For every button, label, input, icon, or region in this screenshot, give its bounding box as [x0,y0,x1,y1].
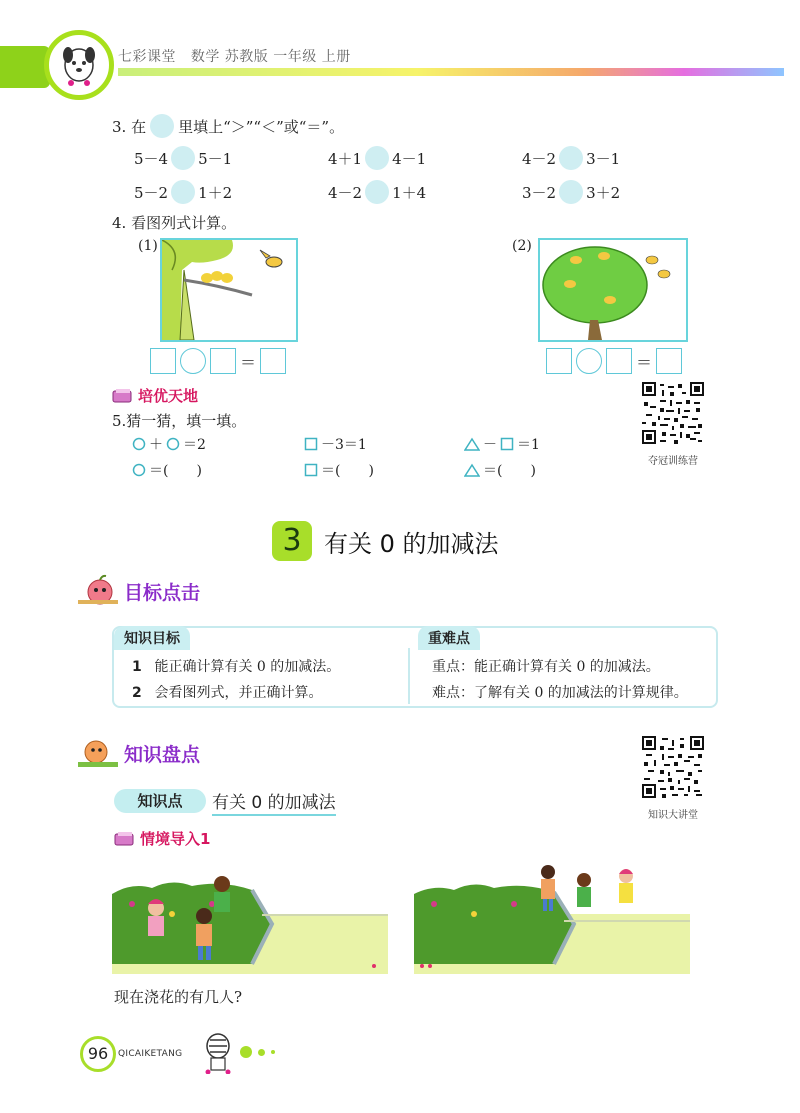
answer-square[interactable] [260,348,286,374]
qr-lecture-label: 知识大讲堂 [648,810,698,821]
puzzle-1-line2 [132,460,202,480]
book-icon [112,388,134,404]
q3-item [522,146,620,170]
expr-right: 3＋2 [586,183,621,202]
result: ＝1 [517,437,540,453]
scene-title: 情境导入1 [140,830,211,848]
lesson-title: 有关 0 的加减法 [324,530,499,558]
dog-mascot-logo [44,30,114,100]
answer-circle[interactable] [365,146,389,170]
expr-right: 1＋2 [198,183,233,202]
page-number: 96 [80,1036,116,1072]
expr-left: 4＋1 [328,149,363,168]
expr-left: 5－2 [134,183,169,202]
operator-circle[interactable] [576,348,602,374]
expr-left: 5－4 [134,149,169,168]
q3-prefix: 3. 在 [112,117,147,136]
header-rainbow-bar [118,68,784,76]
answer-square[interactable] [656,348,682,374]
answer-circle[interactable] [171,180,195,204]
inventory-heading [76,736,200,770]
blank-circle [150,114,174,138]
tab-key-points: 重难点 [418,626,480,650]
q4-part1-label: (1) [138,238,158,254]
goals-divider [408,648,410,704]
q3-item [134,146,232,170]
puzzle-2-line1 [304,434,367,454]
expr-left: 4－2 [328,183,363,202]
answer-square[interactable] [606,348,632,374]
goal-number: 1 [132,659,142,675]
book-icon [114,831,136,847]
tab-knowledge-goals: 知识目标 [114,626,190,650]
key-point: 重点：能正确计算有关 0 的加减法。 [432,659,660,675]
answer-circle[interactable] [559,146,583,170]
puzzle-3-line1 [464,434,540,454]
answer-square[interactable] [546,348,572,374]
dot-small [271,1050,275,1054]
apple-book-icon [76,736,120,770]
dog-mascot-icon [49,35,109,95]
expr-right: 1＋4 [392,183,427,202]
goal-number: 2 [132,685,142,701]
circle-symbol-icon [132,463,146,477]
difficult-point: 难点：了解有关 0 的加减法的计算规律。 [432,685,688,701]
goal-text: 能正确计算有关 0 的加减法。 [154,659,341,675]
header-subject: 数学 苏教版 一年级 上册 [190,49,351,65]
q3-item [328,180,426,204]
square-symbol-icon [304,437,318,451]
answer-circle[interactable] [559,180,583,204]
goal-item [132,656,340,676]
boost-title: 培优天地 [138,387,199,405]
q4-part1-equation [150,348,286,374]
q3-suffix: 里填上“＞”“＜”或“＝”。 [178,117,345,136]
square-symbol-icon [500,437,514,451]
header-title [118,46,351,66]
puzzle-3-line2 [464,460,536,480]
qr-training-label: 夺冠训练营 [648,456,698,467]
goal-item [132,682,322,702]
tree-birds-picture [160,238,298,342]
q5-title: 5.猜一猜，填一填。 [112,412,247,430]
goals-heading [76,574,200,608]
dot-medium [258,1049,265,1056]
q4-part2-label: (2) [512,238,532,254]
answer-blank[interactable]: ＝( ) [149,463,202,479]
lesson-number-badge: 3 [272,521,312,561]
answer-square[interactable] [150,348,176,374]
q4-title: 4. 看图列式计算。 [112,214,237,232]
goals-title: 目标点击 [124,581,201,604]
expr-left: 3－2 [522,183,557,202]
footer-dots [240,1046,275,1058]
expr-right: 3－1 [586,149,621,168]
answer-blank[interactable]: ＝( ) [321,463,374,479]
puzzle-1-line1 [132,434,206,454]
answer-blank[interactable]: ＝( ) [483,463,536,479]
q3-item [134,180,232,204]
scene-heading [114,828,210,849]
result: ＝2 [183,437,206,453]
qr-code-lecture[interactable] [642,736,704,798]
footer-brand: QICAIKETANG [118,1049,183,1059]
scene-question: 现在浇花的有几人? [114,988,243,1006]
equals-sign: ＝ [636,352,653,372]
operator: ＋ [149,437,163,453]
boost-heading [112,385,198,406]
operator-circle[interactable] [180,348,206,374]
bushy-tree-birds-picture [538,238,688,342]
zebra-mascot-icon [198,1030,238,1078]
circle-symbol-icon [166,437,180,451]
garden-scene-before [112,854,388,974]
q3-title [112,114,344,138]
q3-item [328,146,426,170]
equals-sign: ＝ [240,352,257,372]
operator: － [483,437,497,453]
puzzle-2-line2 [304,460,374,480]
expr-left: 4－2 [522,149,557,168]
qr-code-training[interactable] [642,382,704,444]
circle-symbol-icon [132,437,146,451]
knowledge-point-topic: 有关 0 的加减法 [212,788,336,816]
q4-part2-equation [546,348,682,374]
expr-right: 5－1 [198,149,233,168]
q3-item [522,180,620,204]
answer-circle[interactable] [171,146,195,170]
header-series: 七彩课堂 [118,49,176,65]
apple-target-icon [76,574,120,608]
triangle-symbol-icon [464,437,480,451]
garden-scene-after [414,854,690,974]
goal-text: 会看图列式，并正确计算。 [154,685,323,701]
inventory-title: 知识盘点 [124,743,201,766]
answer-circle[interactable] [365,180,389,204]
knowledge-point-pill: 知识点 [114,789,206,813]
answer-square[interactable] [210,348,236,374]
operator: －3＝1 [321,437,367,453]
expr-right: 4－1 [392,149,427,168]
triangle-symbol-icon [464,463,480,477]
dot-large [240,1046,252,1058]
header-accent-band [0,46,50,88]
square-symbol-icon [304,463,318,477]
